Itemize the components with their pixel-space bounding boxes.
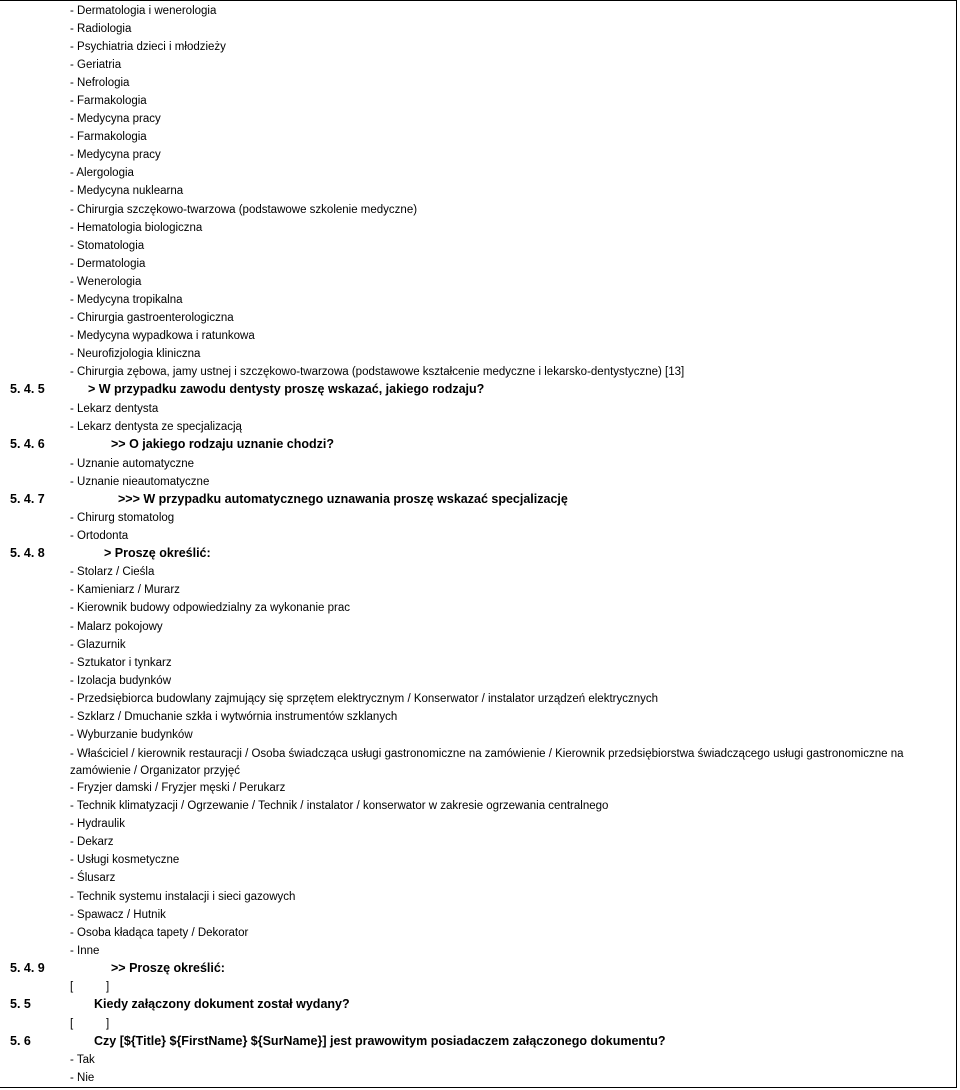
list-item: - Spawacz / Hutnik (70, 909, 166, 921)
list-item: - Chirurgia zębowa, jamy ustnej i szczękowo-twarzowa (podstawowe kształcenie medyczne i lekarsko-dentystyczne) [13] (70, 366, 685, 378)
list-item: - Glazurnik (70, 639, 126, 651)
list-item: - Inne (70, 945, 100, 957)
list-item: - Stomatologia (70, 240, 145, 252)
list-item: - Chirurgia gastroenterologiczna (70, 312, 234, 324)
bracket-open: [ (70, 1018, 74, 1030)
list-item: - Ortodonta (70, 530, 129, 542)
list-item: - Sztukator i tynkarz (70, 657, 172, 669)
list-item: - Szklarz / Dmuchanie szkła i wytwórnia instrumentów szklanych (70, 711, 398, 723)
list-item: - Technik systemu instalacji i sieci gazowych (70, 891, 296, 903)
question-text: >> O jakiego rodzaju uznanie chodzi? (111, 437, 334, 451)
list-item: - Hydraulik (70, 818, 125, 830)
list-item: - Neurofizjologia kliniczna (70, 348, 201, 360)
list-item: - Dermatologia i wenerologia (70, 5, 217, 17)
question-number: 5. 4. 8 (10, 546, 45, 560)
list-item: - Uznanie automatyczne (70, 458, 195, 470)
list-item: - Uznanie nieautomatyczne (70, 476, 210, 488)
question-text: Kiedy załączony dokument został wydany? (94, 997, 350, 1011)
list-item: - Właściciel / kierownik restauracji / Osoba świadcząca usługi gastronomiczne na zamówienie / Kierownik przedsiębiorstwa świadczącego usługi gastronomiczne na zamówienie / Organizator przyjęć (70, 748, 904, 777)
list-item: - Usługi kosmetyczne (70, 854, 180, 866)
question-text: Czy [${Title} ${FirstName} ${SurName}] jest prawowitym posiadaczem załączonego dokumentu? (94, 1034, 666, 1048)
question-number: 5. 4. 9 (10, 961, 45, 975)
list-item: - Dermatologia (70, 258, 146, 270)
bracket-close: ] (106, 1018, 110, 1030)
list-item: - Dekarz (70, 836, 114, 848)
list-item: - Medycyna tropikalna (70, 294, 183, 306)
question-number: 5. 5 (10, 997, 31, 1011)
bracket-open: [ (70, 981, 74, 993)
list-item: - Stolarz / Cieśla (70, 566, 155, 578)
list-item: - Medycyna wypadkowa i ratunkowa (70, 330, 255, 342)
list-item: - Psychiatria dzieci i młodzieży (70, 41, 226, 53)
list-item: - Medycyna pracy (70, 113, 161, 125)
list-item: - Wyburzanie budynków (70, 729, 193, 741)
list-item: - Farmakologia (70, 95, 147, 107)
list-item: - Radiologia (70, 23, 132, 35)
question-number: 5. 4. 7 (10, 492, 45, 506)
answer-field[interactable] (70, 1017, 960, 1031)
question-text: >>> W przypadku automatycznego uznawania proszę wskazać specjalizację (118, 492, 568, 506)
question-text: >> Proszę określić: (111, 961, 225, 975)
question-text: > Proszę określić: (104, 546, 211, 560)
list-item: - Wenerologia (70, 276, 142, 288)
list-item: - Lekarz dentysta ze specjalizacją (70, 421, 242, 433)
list-item: - Lekarz dentysta (70, 403, 159, 415)
list-item: - Alergologia (70, 167, 134, 179)
question-number: 5. 4. 5 (10, 382, 45, 396)
list-item: - Tak (70, 1054, 95, 1066)
answer-field[interactable] (70, 980, 960, 994)
list-item: - Medycyna pracy (70, 149, 161, 161)
list-item: - Kamieniarz / Murarz (70, 584, 180, 596)
list-item: - Izolacja budynków (70, 675, 171, 687)
list-item: - Hematologia biologiczna (70, 222, 203, 234)
list-item: - Medycyna nuklearna (70, 185, 184, 197)
list-item: - Nefrologia (70, 77, 130, 89)
question-text: > W przypadku zawodu dentysty proszę wskazać, jakiego rodzaju? (88, 382, 485, 396)
list-item: - Technik klimatyzacji / Ogrzewanie / Technik / instalator / konserwator w zakresie ogrzewania centralnego (70, 800, 609, 812)
list-item: - Geriatria (70, 59, 122, 71)
list-item: - Kierownik budowy odpowiedzialny za wykonanie prac (70, 602, 350, 614)
question-number: 5. 4. 6 (10, 437, 45, 451)
list-item: - Ślusarz (70, 872, 116, 884)
list-item: - Osoba kładąca tapety / Dekorator (70, 927, 249, 939)
list-item: - Nie (70, 1072, 95, 1084)
bracket-close: ] (106, 981, 110, 993)
list-item: - Farmakologia (70, 131, 147, 143)
question-number: 5. 6 (10, 1034, 31, 1048)
list-item: - Fryzjer damski / Fryzjer męski / Perukarz (70, 782, 286, 794)
list-item: - Chirurgia szczękowo-twarzowa (podstawowe szkolenie medyczne) (70, 204, 418, 216)
list-item: - Przedsiębiorca budowlany zajmujący się sprzętem elektrycznym / Konserwator / instalator urządzeń elektrycznych (70, 693, 659, 705)
list-item: - Chirurg stomatolog (70, 512, 175, 524)
list-item: - Malarz pokojowy (70, 621, 163, 633)
